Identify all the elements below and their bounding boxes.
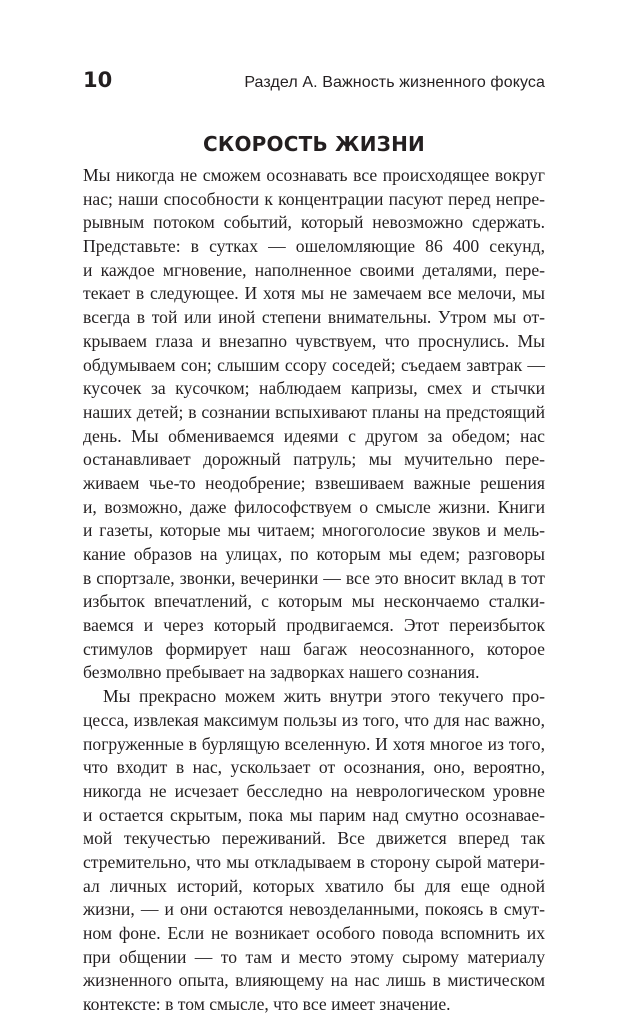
text-line: ваемся и через который продвигаемся. Этот переизбыток — [83, 615, 545, 636]
text-line: ал личных историй, которых хватило бы для еще одной — [83, 875, 545, 896]
text-line: стимулов формирует наш багаж неосознанного, которое — [83, 638, 545, 659]
chapter-title: СКОРОСТЬ ЖИЗНИ — [203, 132, 425, 156]
text-line: погруженные в бурлящую вселенную. И хотя многое из того, — [83, 733, 545, 754]
page-number: 10 — [83, 68, 113, 92]
text-line: стремительно, что мы откладываем в сторону сырой матери- — [83, 851, 545, 872]
text-line: избыток впечатлений, с которым мы нескончаемо сталки- — [83, 591, 545, 612]
text-line: наших детей; в сознании вспыхивают планы на предстоящий — [83, 401, 545, 422]
text-line: останавливает дорожный патруль; мы мучительно пере- — [83, 449, 545, 470]
text-line: нас; наши способности к концентрации пасуют перед непре- — [83, 188, 545, 209]
text-line: при общении — то там и место этому сырому материалу — [83, 946, 545, 967]
text-line: безмолвно пребывает на задворках нашего сознания. — [83, 662, 480, 683]
text-line: и остается скрытым, пока мы парим над смутно осознавае- — [83, 804, 545, 825]
running-header — [83, 64, 545, 96]
text-line: Мы прекрасно можем жить внутри этого текучего про- — [103, 686, 545, 707]
text-line: и каждое мгновение, наполненное своими деталями, пере- — [83, 259, 545, 280]
text-line: и, возможно, даже философствуем о смысле жизни. Книги — [83, 496, 545, 517]
text-line: в спортзале, звонки, вечеринки — все это вносит вклад в тот — [83, 567, 545, 588]
text-line: текает в следующее. И хотя мы не замечаем все мелочи, мы — [83, 283, 545, 304]
text-line: живаем чье-то неодобрение; взвешиваем важные решения — [83, 472, 545, 493]
text-line: жизни, — и они остаются невозделанными, покоясь в смут- — [83, 899, 545, 920]
text-line: крываем глаза и внезапно чувствуем, что проснулись. Мы — [83, 330, 545, 351]
text-line: кусочек за кусочком; наблюдаем капризы, смех и стычки — [83, 378, 545, 399]
text-line: контексте: в том смысле, что все имеет значение. — [83, 994, 451, 1015]
text-line: всегда в той или иной степени внимательны. Утром мы от- — [83, 307, 545, 328]
text-line: что входит в нас, ускользает от осознания, оно, вероятно, — [83, 757, 545, 778]
paragraph-2 — [83, 685, 545, 1017]
text-line: кание образов на улицах, по которым мы едем; разговоры — [83, 544, 545, 564]
text-line: рывным потоком событий, который невозможно сдержать. — [83, 212, 545, 233]
text-line: ном фоне. Если не возникает особого повода вспомнить их — [83, 923, 545, 943]
section-title: Раздел А. Важность жизненного фокуса — [244, 74, 545, 91]
text-line: обдумываем сон; слышим ссору соседей; съедаем завтрак — — [83, 354, 545, 375]
body-text — [83, 164, 545, 1017]
paragraph-1 — [83, 164, 545, 685]
text-line: мой текучестью переживаний. Все движется вперед так — [83, 828, 545, 849]
text-line: день. Мы обмениваемся идеями с другом за обедом; нас — [83, 425, 545, 446]
text-line: никогда не исчезает бесследно на неврологическом уровне — [83, 780, 545, 801]
text-line: Мы никогда не сможем осознавать все происходящее вокруг — [83, 165, 545, 185]
text-line: цесса, извлекая максимум пользы из того, что для нас важно, — [83, 709, 545, 730]
text-line: жизненного опыта, влияющему на нас лишь в мистическом — [83, 970, 545, 991]
text-line: Представьте: в сутках — ошеломляющие 86 400 секунд, — [83, 236, 545, 257]
text-line: и газеты, которые мы читаем; многоголосие звуков и мель- — [83, 520, 545, 541]
